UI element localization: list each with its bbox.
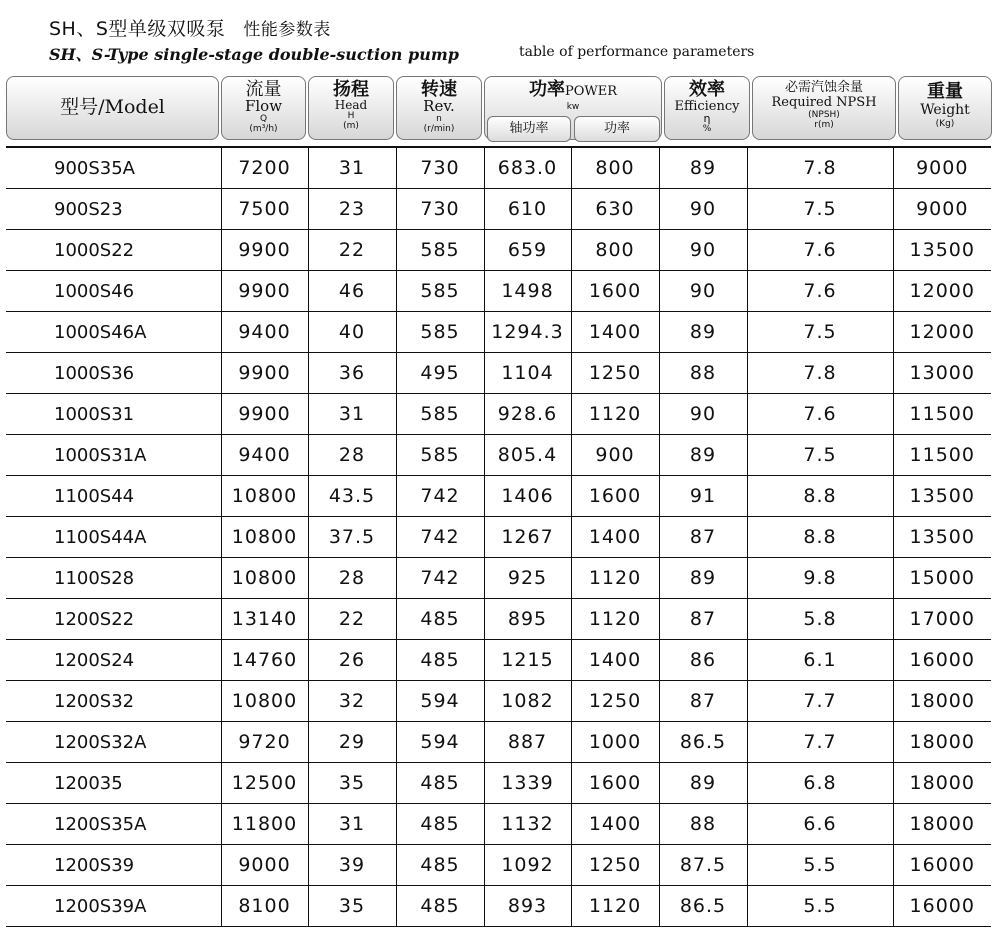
cell-npsh: 9.8	[747, 558, 893, 599]
cell-model: 1000S46	[6, 271, 221, 312]
cell-flow: 13140	[221, 599, 308, 640]
cell-efficiency: 89	[659, 435, 747, 476]
cell-model: 1100S44	[6, 476, 221, 517]
cell-flow: 7500	[221, 189, 308, 230]
cell-head: 31	[308, 394, 396, 435]
cell-weight: 18000	[893, 804, 991, 845]
cell-model: 1000S31A	[6, 435, 221, 476]
cell-model: 900S35A	[6, 147, 221, 189]
cell-efficiency: 87.5	[659, 845, 747, 886]
cell-weight: 13500	[893, 517, 991, 558]
table-row	[6, 476, 991, 517]
cell-shaft-power: 928.6	[484, 394, 571, 435]
cell-motor-power: 1400	[571, 312, 659, 353]
title-en-sub: table of performance parameters	[519, 44, 755, 60]
header-rev-en: Rev.	[423, 97, 455, 115]
cell-shaft-power: 1406	[484, 476, 571, 517]
cell-rev: 585	[396, 435, 484, 476]
cell-motor-power: 1000	[571, 722, 659, 763]
cell-flow: 10800	[221, 558, 308, 599]
cell-head: 31	[308, 804, 396, 845]
cell-rev: 485	[396, 640, 484, 681]
cell-efficiency: 87	[659, 517, 747, 558]
header-shaft-power: 轴功率	[487, 116, 571, 142]
cell-weight: 18000	[893, 763, 991, 804]
table-row	[6, 599, 991, 640]
cell-npsh: 8.8	[747, 517, 893, 558]
header-head-unit: (m)	[343, 121, 359, 131]
cell-rev: 585	[396, 312, 484, 353]
cell-motor-power: 1600	[571, 476, 659, 517]
cell-motor-power: 1120	[571, 558, 659, 599]
cell-weight: 13500	[893, 230, 991, 271]
cell-npsh: 5.5	[747, 886, 893, 927]
cell-head: 22	[308, 599, 396, 640]
cell-weight: 12000	[893, 312, 991, 353]
cell-shaft-power: 1132	[484, 804, 571, 845]
cell-rev: 742	[396, 558, 484, 599]
cell-npsh: 8.8	[747, 476, 893, 517]
cell-shaft-power: 1294.3	[484, 312, 571, 353]
cell-head: 43.5	[308, 476, 396, 517]
cell-efficiency: 90	[659, 189, 747, 230]
table-row	[6, 353, 991, 394]
cell-model: 1200S24	[6, 640, 221, 681]
cell-rev: 594	[396, 681, 484, 722]
table-row	[6, 230, 991, 271]
cell-shaft-power: 610	[484, 189, 571, 230]
cell-model: 1200S39	[6, 845, 221, 886]
header-npsh-cn: 必需汽蚀余量	[784, 80, 863, 95]
cell-npsh: 7.6	[747, 394, 893, 435]
cell-head: 31	[308, 147, 396, 189]
cell-head: 23	[308, 189, 396, 230]
cell-efficiency: 89	[659, 763, 747, 804]
cell-weight: 11500	[893, 435, 991, 476]
cell-weight: 16000	[893, 886, 991, 927]
cell-motor-power: 1120	[571, 599, 659, 640]
table-row	[6, 763, 991, 804]
cell-head: 40	[308, 312, 396, 353]
cell-npsh: 7.5	[747, 189, 893, 230]
table-row	[6, 271, 991, 312]
cell-weight: 16000	[893, 845, 991, 886]
cell-shaft-power: 893	[484, 886, 571, 927]
header-head-en: Head	[334, 98, 368, 112]
title-en-main: SH、S-Type single-stage double-suction pump	[49, 45, 459, 64]
cell-motor-power: 1250	[571, 353, 659, 394]
cell-model: 900S23	[6, 189, 221, 230]
header-npsh-en: Required NPSH	[771, 95, 877, 110]
cell-efficiency: 89	[659, 312, 747, 353]
title-cn-main: SH、S型单级双吸泵	[49, 18, 226, 40]
cell-npsh: 7.7	[747, 722, 893, 763]
table-row	[6, 640, 991, 681]
cell-model: 1200S35A	[6, 804, 221, 845]
cell-weight: 12000	[893, 271, 991, 312]
cell-rev: 485	[396, 763, 484, 804]
header-flow	[221, 76, 306, 140]
cell-motor-power: 1250	[571, 845, 659, 886]
cell-motor-power: 1250	[571, 681, 659, 722]
header-eff-en: Efficiency	[674, 99, 740, 114]
cell-model: 120035	[6, 763, 221, 804]
cell-shaft-power: 683.0	[484, 147, 571, 189]
cell-head: 46	[308, 271, 396, 312]
cell-shaft-power: 1104	[484, 353, 571, 394]
cell-weight: 17000	[893, 599, 991, 640]
cell-rev: 742	[396, 517, 484, 558]
cell-efficiency: 89	[659, 147, 747, 189]
header-power-cn: 功率	[528, 79, 565, 100]
cell-npsh: 6.6	[747, 804, 893, 845]
cell-efficiency: 91	[659, 476, 747, 517]
table-row	[6, 886, 991, 927]
cell-shaft-power: 659	[484, 230, 571, 271]
cell-npsh: 7.6	[747, 271, 893, 312]
header-flow-sym: Q	[259, 114, 268, 124]
cell-model: 1000S31	[6, 394, 221, 435]
cell-rev: 495	[396, 353, 484, 394]
header-rev-unit: (r/min)	[423, 124, 455, 134]
cell-head: 37.5	[308, 517, 396, 558]
cell-weight: 9000	[893, 189, 991, 230]
header-model	[6, 76, 219, 140]
table-row	[6, 147, 991, 189]
cell-efficiency: 88	[659, 804, 747, 845]
performance-table	[6, 146, 991, 927]
header-rev-sym: n	[436, 114, 442, 124]
cell-shaft-power: 1215	[484, 640, 571, 681]
cell-efficiency: 90	[659, 394, 747, 435]
cell-flow: 14760	[221, 640, 308, 681]
header-weight-en: Weight	[920, 102, 970, 118]
cell-motor-power: 900	[571, 435, 659, 476]
cell-flow: 9720	[221, 722, 308, 763]
table-row	[6, 722, 991, 763]
cell-rev: 485	[396, 845, 484, 886]
cell-shaft-power: 895	[484, 599, 571, 640]
cell-motor-power: 1400	[571, 640, 659, 681]
cell-model: 1000S46A	[6, 312, 221, 353]
cell-weight: 18000	[893, 681, 991, 722]
cell-flow: 9900	[221, 394, 308, 435]
cell-flow: 9400	[221, 312, 308, 353]
cell-model: 1100S28	[6, 558, 221, 599]
cell-motor-power: 630	[571, 189, 659, 230]
cell-shaft-power: 925	[484, 558, 571, 599]
cell-rev: 585	[396, 394, 484, 435]
cell-motor-power: 1120	[571, 394, 659, 435]
header-flow-unit: (m³/h)	[249, 124, 278, 134]
cell-flow: 10800	[221, 476, 308, 517]
title-cn-sub: 性能参数表	[243, 20, 331, 40]
header-weight-cn: 重量	[927, 81, 963, 102]
cell-head: 39	[308, 845, 396, 886]
cell-rev: 485	[396, 886, 484, 927]
header-flow-cn: 流量	[245, 79, 282, 100]
cell-head: 32	[308, 681, 396, 722]
cell-shaft-power: 1082	[484, 681, 571, 722]
cell-weight: 9000	[893, 147, 991, 189]
cell-flow: 12500	[221, 763, 308, 804]
cell-flow: 10800	[221, 681, 308, 722]
cell-rev: 730	[396, 147, 484, 189]
cell-rev: 485	[396, 599, 484, 640]
cell-rev: 585	[396, 271, 484, 312]
cell-efficiency: 90	[659, 230, 747, 271]
cell-weight: 13000	[893, 353, 991, 394]
header-rev	[396, 76, 482, 140]
cell-weight: 15000	[893, 558, 991, 599]
cell-efficiency: 88	[659, 353, 747, 394]
cell-head: 28	[308, 435, 396, 476]
cell-rev: 585	[396, 230, 484, 271]
cell-shaft-power: 887	[484, 722, 571, 763]
cell-weight: 18000	[893, 722, 991, 763]
cell-flow: 11800	[221, 804, 308, 845]
cell-flow: 9900	[221, 230, 308, 271]
header-power-unit: kw	[566, 102, 580, 112]
cell-npsh: 7.8	[747, 353, 893, 394]
cell-head: 36	[308, 353, 396, 394]
cell-motor-power: 1400	[571, 517, 659, 558]
cell-model: 1200S32A	[6, 722, 221, 763]
cell-head: 35	[308, 886, 396, 927]
header-eff-cn: 效率	[689, 79, 725, 100]
cell-motor-power: 1600	[571, 763, 659, 804]
cell-npsh: 5.5	[747, 845, 893, 886]
cell-head: 29	[308, 722, 396, 763]
cell-weight: 11500	[893, 394, 991, 435]
cell-motor-power: 1120	[571, 886, 659, 927]
header-power-en: POWER	[564, 84, 618, 99]
header-model-label: 型号/Model	[60, 96, 165, 118]
header-eff-unit: %	[702, 124, 712, 134]
header-motor-power: 功率	[574, 116, 660, 142]
header-head-cn: 扬程	[333, 79, 369, 100]
header-rev-cn: 转速	[421, 79, 457, 100]
header-weight-unit: (Kg)	[935, 119, 955, 129]
header-eff-sym: η	[703, 112, 711, 125]
cell-efficiency: 87	[659, 681, 747, 722]
cell-shaft-power: 1267	[484, 517, 571, 558]
cell-head: 22	[308, 230, 396, 271]
cell-shaft-power: 1092	[484, 845, 571, 886]
cell-npsh: 6.1	[747, 640, 893, 681]
cell-efficiency: 90	[659, 271, 747, 312]
cell-motor-power: 800	[571, 147, 659, 189]
cell-motor-power: 1400	[571, 804, 659, 845]
cell-flow: 8100	[221, 886, 308, 927]
cell-flow: 7200	[221, 147, 308, 189]
cell-flow: 9400	[221, 435, 308, 476]
cell-model: 1200S39A	[6, 886, 221, 927]
cell-efficiency: 86.5	[659, 886, 747, 927]
header-efficiency	[664, 76, 750, 140]
cell-weight: 16000	[893, 640, 991, 681]
table-row	[6, 435, 991, 476]
cell-shaft-power: 1498	[484, 271, 571, 312]
header-flow-en: Flow	[244, 97, 283, 115]
header-head-sym: H	[347, 111, 355, 121]
cell-shaft-power: 1339	[484, 763, 571, 804]
cell-efficiency: 86	[659, 640, 747, 681]
cell-model: 1000S22	[6, 230, 221, 271]
cell-npsh: 7.7	[747, 681, 893, 722]
cell-model: 1200S22	[6, 599, 221, 640]
cell-npsh: 7.5	[747, 312, 893, 353]
cell-motor-power: 1600	[571, 271, 659, 312]
header-npsh-sym: (NPSH)	[808, 110, 840, 120]
table-row	[6, 804, 991, 845]
cell-flow: 9900	[221, 271, 308, 312]
cell-head: 28	[308, 558, 396, 599]
header-npsh-unit: r(m)	[814, 120, 834, 130]
cell-head: 26	[308, 640, 396, 681]
cell-head: 35	[308, 763, 396, 804]
table-row	[6, 394, 991, 435]
cell-npsh: 5.8	[747, 599, 893, 640]
cell-rev: 742	[396, 476, 484, 517]
header-head	[308, 76, 394, 140]
cell-npsh: 7.6	[747, 230, 893, 271]
cell-model: 1000S36	[6, 353, 221, 394]
cell-weight: 13500	[893, 476, 991, 517]
table-row	[6, 681, 991, 722]
cell-shaft-power: 805.4	[484, 435, 571, 476]
cell-model: 1100S44A	[6, 517, 221, 558]
cell-flow: 10800	[221, 517, 308, 558]
table-row	[6, 312, 991, 353]
cell-motor-power: 800	[571, 230, 659, 271]
cell-npsh: 7.5	[747, 435, 893, 476]
table-row	[6, 517, 991, 558]
table-row	[6, 845, 991, 886]
table-row	[6, 189, 991, 230]
cell-flow: 9900	[221, 353, 308, 394]
header-npsh	[752, 76, 896, 140]
header-weight	[898, 76, 992, 140]
cell-efficiency: 86.5	[659, 722, 747, 763]
cell-flow: 9000	[221, 845, 308, 886]
cell-rev: 730	[396, 189, 484, 230]
cell-model: 1200S32	[6, 681, 221, 722]
cell-efficiency: 87	[659, 599, 747, 640]
page-title	[49, 14, 331, 41]
cell-npsh: 6.8	[747, 763, 893, 804]
cell-efficiency: 89	[659, 558, 747, 599]
cell-rev: 485	[396, 804, 484, 845]
cell-rev: 594	[396, 722, 484, 763]
table-row	[6, 558, 991, 599]
cell-npsh: 7.8	[747, 147, 893, 189]
